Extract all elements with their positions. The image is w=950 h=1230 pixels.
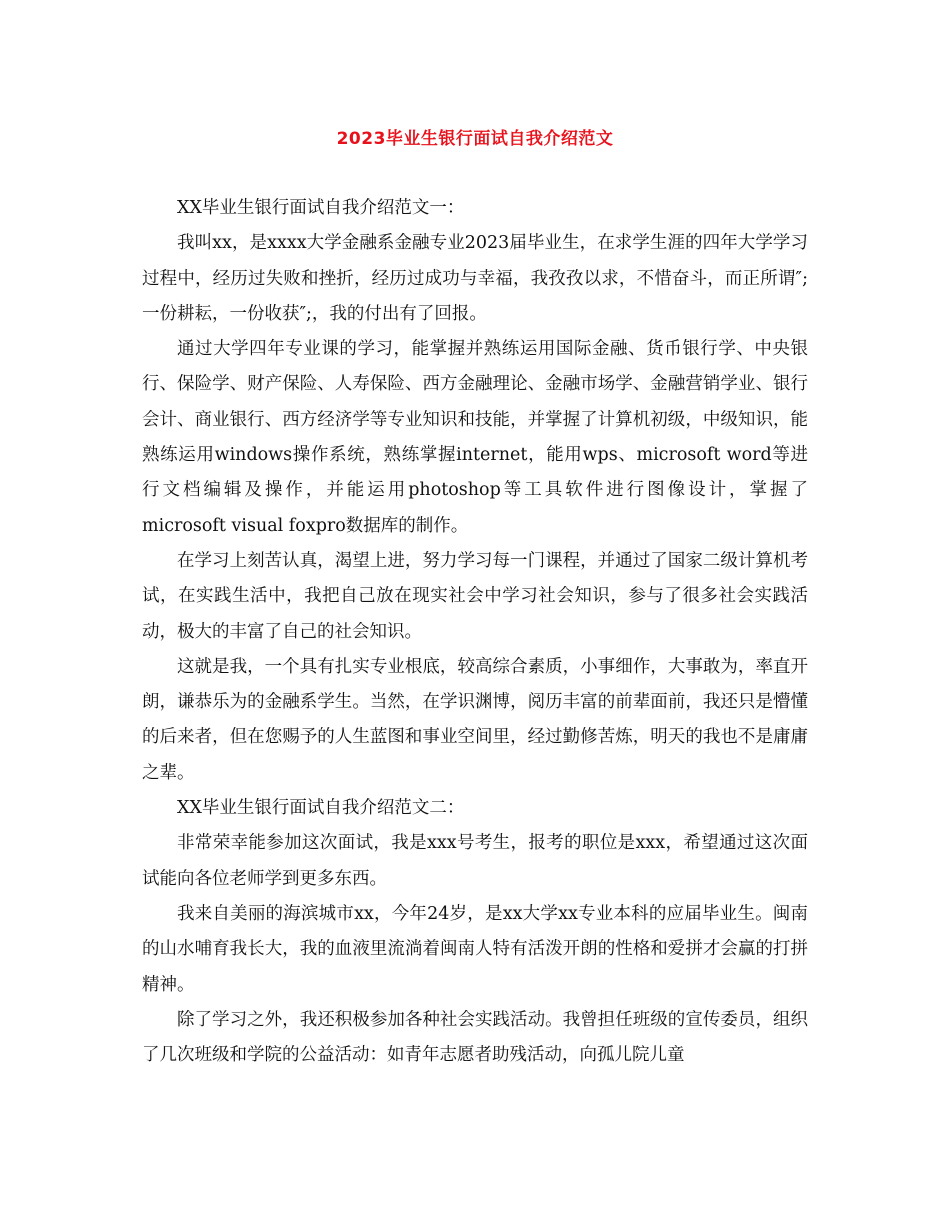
paragraph: 通过大学四年专业课的学习，能掌握并熟练运用国际金融、货币银行学、中央银行、保险学、财产保险、人寿保险、西方金融理论、金融市场学、金融营销学业、银行会计、商业银行、西方经济学等专业知识和技能，并掌握了计算机初级，中级知识，能熟练运用windows操作系统，熟练掌握internet，能用wps、microsoft word等进行文档编辑及操作，并能运用photoshop等工具软件进行图像设计，掌握了microsoft visual foxpro数据库的制作。 <box>142 339 808 536</box>
section-heading-2: XX毕业生银行面试自我介绍范文二： <box>177 798 465 819</box>
paragraph: 这就是我，一个具有扎实专业根底，较高综合素质，小事细作，大事敢为，率直开朗，谦恭乐为的金融系学生。当然，在学识渊博，阅历丰富的前辈面前，我还只是懵懂的后来者，但在您赐予的人生蓝图和事业空间里，经过勤修苦炼，明天的我也不是庸庸之辈。 <box>142 656 808 783</box>
paragraph: 在学习上刻苦认真，渴望上进，努力学习每一门课程，并通过了国家二级计算机考试，在实践生活中，我把自己放在现实社会中学习社会知识，参与了很多社会实践活动，极大的丰富了自己的社会知识。 <box>142 550 808 642</box>
paragraph: 非常荣幸能参加这次面试，我是xxx号考生，报考的职位是xxx，希望通过这次面试能向各位老师学到更多东西。 <box>142 833 808 889</box>
paragraph: 我来自美丽的海滨城市xx，今年24岁，是xx大学xx专业本科的应届毕业生。闽南的山水哺育我长大，我的血液里流淌着闽南人特有活泼开朗的性格和爱拼才会赢的打拼精神。 <box>142 903 808 995</box>
paragraph: 我叫xx，是xxxx大学金融系金融专业2023届毕业生，在求学生涯的四年大学学习过程中，经历过失败和挫折，经历过成功与幸福，我孜孜以求，不惜奋斗，而正所谓″;一份耕耘，一份收获″;，我的付出有了回报。 <box>142 233 808 324</box>
section-heading-1: XX毕业生银行面试自我介绍范文一： <box>177 198 465 218</box>
document-body <box>142 191 808 1073</box>
paragraph: 除了学习之外，我还积极参加各种社会实践活动。我曾担任班级的宣传委员，组织了几次班级和学院的公益活动：如青年志愿者助残活动，向孤儿院儿童 <box>142 1009 808 1066</box>
document-title: 2023毕业生银行面试自我介绍范文 <box>336 129 614 149</box>
